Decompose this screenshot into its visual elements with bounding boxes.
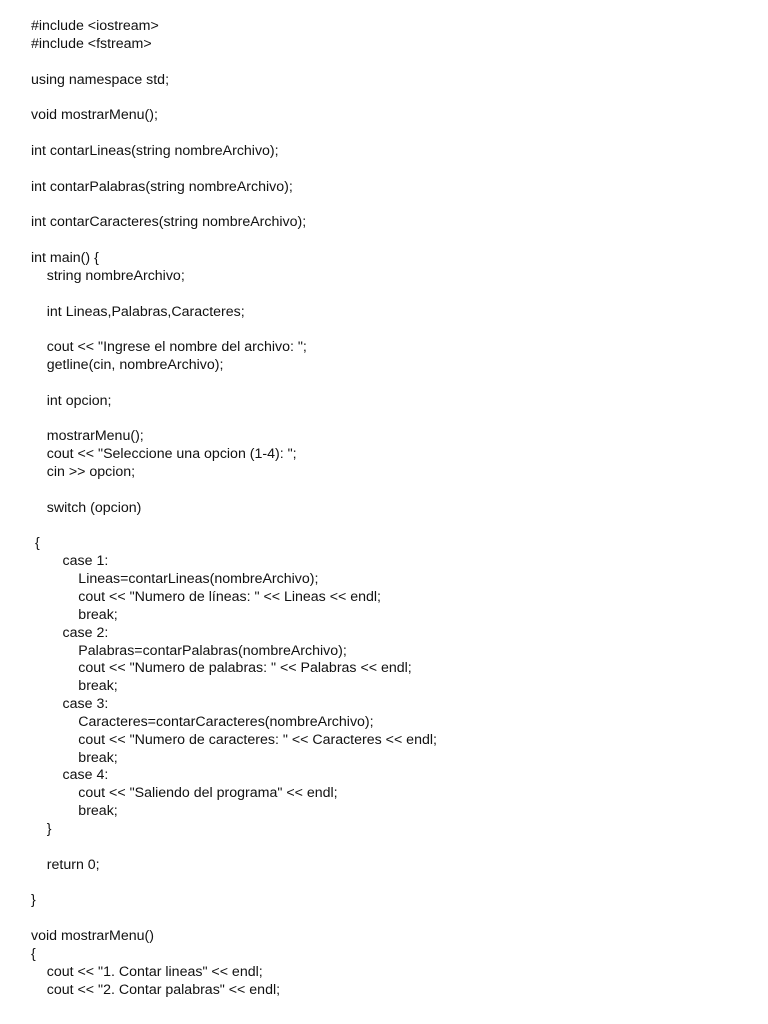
code-line: cin >> opcion; bbox=[31, 464, 136, 481]
code-line: cout << "Saliendo del programa" << endl; bbox=[31, 785, 338, 802]
code-line: int Lineas,Palabras,Caracteres; bbox=[31, 303, 245, 320]
code-line: int contarCaracteres(string nombreArchivo); bbox=[31, 214, 307, 231]
code-line: int opcion; bbox=[31, 392, 112, 409]
code-line bbox=[31, 161, 751, 179]
code-line bbox=[31, 875, 751, 893]
code-line: int contarLineas(string nombreArchivo); bbox=[31, 142, 279, 159]
code-line: void mostrarMenu(); bbox=[31, 107, 158, 124]
code-line: using namespace std; bbox=[31, 71, 170, 88]
code-line bbox=[31, 482, 751, 500]
code-line: case 4: bbox=[31, 767, 109, 784]
code-line: case 1: bbox=[31, 553, 109, 570]
code-line: case 3: bbox=[31, 696, 109, 713]
code-line bbox=[31, 375, 751, 393]
code-line: getline(cin, nombreArchivo); bbox=[31, 357, 224, 374]
code-line bbox=[31, 321, 751, 339]
code-line: case 2: bbox=[31, 624, 109, 641]
code-line: { bbox=[31, 945, 36, 962]
code-line: Caracteres=contarCaracteres(nombreArchivo); bbox=[31, 713, 374, 730]
code-line: cout << "Ingrese el nombre del archivo: "; bbox=[31, 339, 307, 356]
code-line: int main() { bbox=[31, 249, 99, 266]
code-line bbox=[31, 839, 751, 857]
code-line: cout << "Numero de palabras: " << Palabras << endl; bbox=[31, 660, 412, 677]
code-line bbox=[31, 411, 751, 429]
code-block bbox=[31, 18, 751, 999]
code-line bbox=[31, 196, 751, 214]
code-line: { bbox=[31, 535, 40, 552]
code-line bbox=[31, 54, 751, 72]
code-line: break; bbox=[31, 678, 118, 695]
code-line: cout << "Numero de caracteres: " << Caracteres << endl; bbox=[31, 731, 437, 748]
code-line: Palabras=contarPalabras(nombreArchivo); bbox=[31, 642, 347, 659]
code-line: cout << "2. Contar palabras" << endl; bbox=[31, 981, 281, 998]
code-line: break; bbox=[31, 749, 118, 766]
code-line: int contarPalabras(string nombreArchivo); bbox=[31, 178, 293, 195]
code-line: string nombreArchivo; bbox=[31, 267, 185, 284]
code-line: cout << "1. Contar lineas" << endl; bbox=[31, 963, 263, 980]
code-line bbox=[31, 518, 751, 536]
code-line bbox=[31, 286, 751, 304]
code-line bbox=[31, 125, 751, 143]
code-line: mostrarMenu(); bbox=[31, 428, 144, 445]
code-line: cout << "Seleccione una opcion (1-4): "; bbox=[31, 446, 297, 463]
code-line: } bbox=[31, 892, 36, 909]
code-line: #include <fstream> bbox=[31, 35, 152, 52]
code-line bbox=[31, 89, 751, 107]
code-line: Lineas=contarLineas(nombreArchivo); bbox=[31, 571, 319, 588]
code-line: return 0; bbox=[31, 856, 100, 873]
code-line: break; bbox=[31, 606, 118, 623]
code-line: switch (opcion) bbox=[31, 499, 142, 516]
code-line: #include <iostream> bbox=[31, 18, 159, 34]
code-line: void mostrarMenu() bbox=[31, 928, 154, 945]
code-line: break; bbox=[31, 803, 118, 820]
code-line: cout << "Numero de líneas: " << Lineas << endl; bbox=[31, 589, 381, 605]
code-line: } bbox=[31, 820, 52, 837]
code-line bbox=[31, 232, 751, 250]
code-line bbox=[31, 910, 751, 928]
